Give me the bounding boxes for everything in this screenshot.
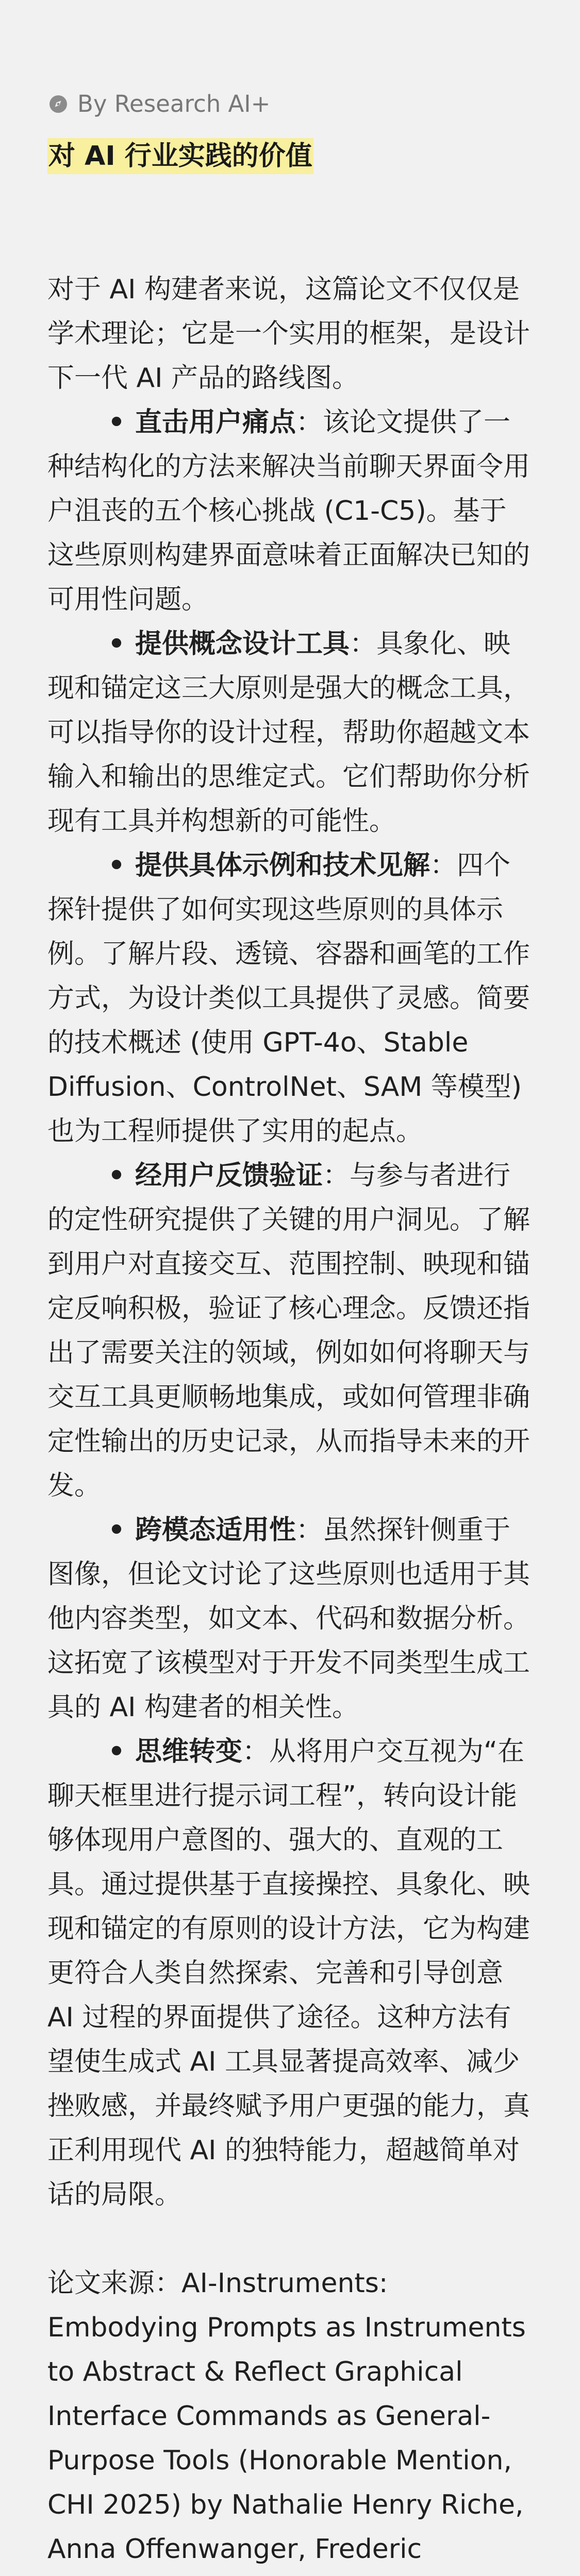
point-title: 经用户反馈验证 — [135, 1160, 323, 1191]
point-title: 直击用户痛点 — [135, 406, 296, 438]
paper-source-text: AI-Instruments: Embodying Prompts as Instruments to Abstract & Reflect Graphical Interface Commands as General-Purpose Tools (Honorable Mention, CHI 2025) by Nathalie Henry Riche, Anna Offenwanger, Frederic — [47, 2267, 526, 2565]
point-title: 跨模态适用性 — [135, 1514, 296, 1546]
compass-icon — [47, 93, 69, 115]
value-point-user-pain — [47, 400, 533, 622]
value-point-cross-modal — [47, 1508, 533, 1730]
value-point-examples — [47, 843, 533, 1154]
paper-source-label: 论文来源： — [47, 2267, 182, 2299]
article-header — [47, 88, 533, 192]
bullet-indent — [47, 1508, 135, 1552]
value-points-list — [47, 400, 533, 2217]
bullet-icon: • — [108, 406, 125, 438]
point-text: ：从将用户交互视为“在聊天框里进行提示词工程”，转向设计能够体现用户意图的、强大的、直观的工具。通过提供基于直接操控、具象化、映现和锚定的有原则的设计方法，它为构建更符合人类自然探索、完善和引导创意 AI 过程的界面提供了途径。这种方法有望使生成式 AI 工具显著提高效率、减少挫败感，并最终赋予用户更强的能力，真正利用现代 AI 的独特能力，超越简单对话的局限。 — [47, 1736, 531, 2210]
bullet-indent — [47, 1730, 135, 1774]
point-title: 提供具体示例和技术见解 — [135, 850, 430, 881]
paper-source — [47, 2261, 533, 2576]
bullet-indent — [47, 843, 135, 888]
bullet-icon: • — [108, 628, 125, 659]
bullet-indent — [47, 1154, 135, 1198]
point-text: ：四个探针提供了如何实现这些原则的具体示例。了解片段、透镜、容器和画笔的工作方式，为设计类似工具提供了灵感。简要的技术概述 (使用 GPT-4o、Stable Diffusion、ControlNet、SAM 等模型) 也为工程师提供了实用的起点。 — [47, 850, 531, 1147]
source-name: By Research AI+ — [77, 90, 271, 117]
point-text: ：与参与者进行的定性研究提供了关键的用户洞见。了解到用户对直接交互、范围控制、映现和锚定反响积极，验证了核心理念。反馈还指出了需要关注的领域，例如如何将聊天与交互工具更顺畅地集成，或如何管理非确定性输出的历史记录，从而指导未来的开发。 — [47, 1160, 531, 1501]
value-point-user-feedback — [47, 1154, 533, 1508]
point-text: ：该论文提供了一种结构化的方法来解决当前聊天界面令用户沮丧的五个核心挑战 (C1-C5)。基于这些原则构建界面意味着正面解决已知的可用性问题。 — [47, 406, 531, 615]
point-text: ：具象化、映现和锚定这三大原则是强大的概念工具，可以指导你的设计过程，帮助你超越文本输入和输出的思维定式。它们帮助你分析现有工具并构想新的可能性。 — [47, 628, 531, 837]
value-point-design-tools — [47, 622, 533, 843]
value-point-mindset-shift — [47, 1730, 533, 2217]
bullet-indent — [47, 400, 135, 445]
article-body — [47, 267, 533, 2576]
point-text: ：虽然探针侧重于图像，但论文讨论了这些原则也适用于其他内容类型，如文本、代码和数据分析。这拓宽了该模型对于开发不同类型生成工具的 AI 构建者的相关性。 — [47, 1514, 531, 1723]
bullet-indent — [47, 622, 135, 666]
point-title: 思维转变 — [135, 1736, 243, 1767]
bullet-icon: • — [108, 850, 125, 881]
section-title: 对 AI 行业实践的价值 — [47, 138, 313, 174]
point-title: 提供概念设计工具 — [135, 628, 350, 659]
bullet-icon: • — [108, 1160, 125, 1191]
bullet-icon: • — [108, 1514, 125, 1546]
source-byline — [47, 88, 533, 121]
intro-paragraph: 对于 AI 构建者来说，这篇论文不仅仅是学术理论；它是一个实用的框架，是设计下一代 AI 产品的路线图。 — [47, 274, 531, 394]
bullet-icon: • — [108, 1736, 125, 1767]
